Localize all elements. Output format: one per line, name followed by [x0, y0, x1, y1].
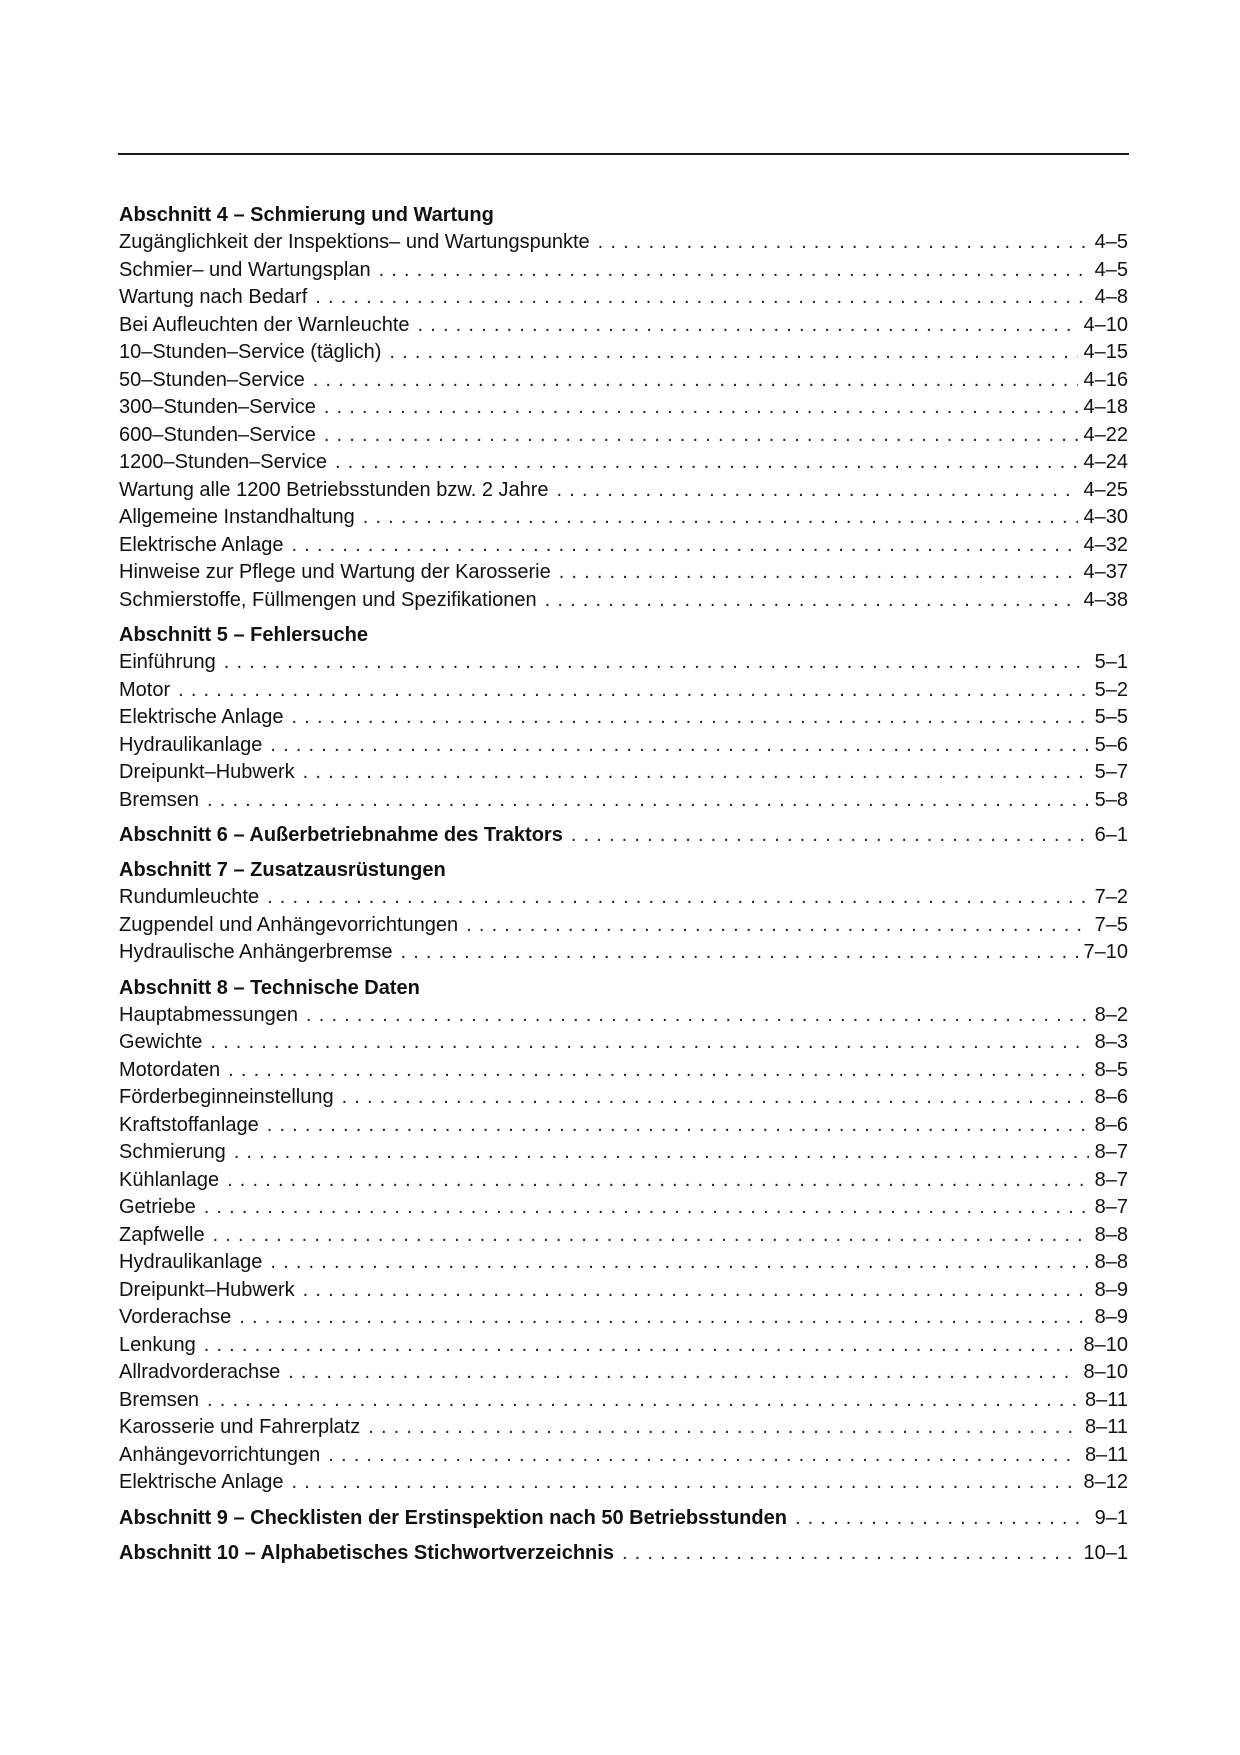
- dot-leader: [313, 367, 1078, 395]
- section-heading: Abschnitt 8 – Technische Daten: [119, 976, 420, 999]
- entry-page-number: 8–10: [1083, 1333, 1128, 1356]
- entry-page-number: 8–11: [1084, 1416, 1128, 1438]
- toc-entry[interactable]: [119, 649, 1128, 677]
- entry-page-number: 5–2: [1094, 678, 1128, 701]
- dot-leader: [328, 1442, 1079, 1470]
- entry-title: Schmierstoffe, Füllmengen und Spezifikationen: [119, 588, 537, 611]
- entry-title: Abschnitt 9 – Checklisten der Erstinspektion nach 50 Betriebsstunden: [119, 1506, 787, 1529]
- toc-section: [119, 1539, 1128, 1567]
- entry-page-number: 8–12: [1083, 1471, 1128, 1493]
- header-rule: [118, 153, 1129, 155]
- entry-page-number: 10–1: [1083, 1541, 1128, 1564]
- toc-section-entry[interactable]: [119, 821, 1128, 849]
- toc-entry[interactable]: [119, 394, 1128, 422]
- toc-entry[interactable]: [119, 1139, 1128, 1167]
- toc-entry[interactable]: [119, 1057, 1128, 1085]
- entry-page-number: 4–15: [1083, 341, 1128, 363]
- entry-page-number: 7–10: [1083, 941, 1128, 963]
- dot-leader: [270, 732, 1088, 760]
- dot-leader: [342, 1084, 1089, 1112]
- entry-title: Gewichte: [119, 1031, 203, 1053]
- dot-leader: [267, 884, 1089, 912]
- entry-title: Wartung alle 1200 Betriebsstunden bzw. 2 Jahre: [119, 478, 549, 501]
- toc-section: [119, 974, 1128, 1497]
- dot-leader: [571, 821, 1089, 849]
- entry-page-number: 8–11: [1084, 1443, 1128, 1466]
- toc-section: [119, 1504, 1128, 1532]
- dot-leader: [795, 1504, 1089, 1532]
- entry-title: Motordaten: [119, 1058, 221, 1081]
- entry-page-number: 4–22: [1083, 423, 1128, 446]
- table-of-contents: [119, 201, 1128, 1574]
- entry-title: 1200–Stunden–Service: [119, 451, 327, 473]
- entry-page-number: 6–1: [1094, 824, 1128, 846]
- toc-entry[interactable]: [119, 229, 1128, 257]
- entry-page-number: 4–25: [1083, 478, 1128, 501]
- dot-leader: [234, 1139, 1089, 1167]
- toc-entry[interactable]: [119, 1112, 1128, 1140]
- dot-leader: [210, 1029, 1088, 1057]
- entry-title: Wartung nach Bedarf: [119, 286, 308, 308]
- toc-entry[interactable]: [119, 1442, 1128, 1470]
- dot-leader: [228, 1057, 1088, 1085]
- toc-section: [119, 821, 1128, 849]
- entry-page-number: 4–37: [1083, 561, 1128, 583]
- toc-entry[interactable]: [119, 1222, 1128, 1250]
- entry-page-number: 8–8: [1094, 1251, 1128, 1273]
- entry-title: Dreipunkt–Hubwerk: [119, 761, 295, 783]
- entry-page-number: 8–8: [1094, 1223, 1128, 1246]
- dot-leader: [335, 449, 1078, 477]
- entry-title: Elektrische Anlage: [119, 1471, 284, 1493]
- dot-leader: [239, 1304, 1088, 1332]
- toc-entry[interactable]: [119, 449, 1128, 477]
- toc-entry[interactable]: [119, 1167, 1128, 1195]
- toc-entry[interactable]: [119, 1469, 1128, 1497]
- toc-entry[interactable]: [119, 759, 1128, 787]
- entry-title: Motor: [119, 678, 171, 701]
- entry-page-number: 4–38: [1083, 588, 1128, 611]
- dot-leader: [622, 1539, 1078, 1567]
- entry-title: Elektrische Anlage: [119, 706, 284, 728]
- dot-leader: [204, 1332, 1078, 1360]
- toc-entry[interactable]: [119, 559, 1128, 587]
- entry-page-number: 4–18: [1083, 396, 1128, 418]
- entry-page-number: 4–5: [1094, 231, 1128, 253]
- toc-entry[interactable]: [119, 939, 1128, 967]
- dot-leader: [292, 532, 1078, 560]
- entry-title: Allradvorderachse: [119, 1361, 281, 1383]
- entry-title: Abschnitt 10 – Alphabetisches Stichwortverzeichnis: [119, 1541, 614, 1564]
- entry-title: Rundumleuchte: [119, 886, 260, 908]
- entry-title: Getriebe: [119, 1196, 196, 1218]
- dot-leader: [178, 677, 1089, 705]
- entry-page-number: 4–10: [1083, 313, 1128, 336]
- dot-leader: [292, 704, 1089, 732]
- entry-title: Bremsen: [119, 788, 200, 811]
- toc-entry[interactable]: [119, 732, 1128, 760]
- dot-leader: [379, 257, 1089, 285]
- entry-page-number: 4–5: [1094, 258, 1128, 281]
- dot-leader: [368, 1414, 1079, 1442]
- entry-page-number: 4–8: [1094, 286, 1128, 308]
- toc-entry[interactable]: [119, 339, 1128, 367]
- toc-entry[interactable]: [119, 884, 1128, 912]
- entry-title: Kühlanlage: [119, 1168, 220, 1191]
- toc-entry[interactable]: [119, 1359, 1128, 1387]
- entry-title: Lenkung: [119, 1333, 196, 1356]
- toc-section: [119, 201, 1128, 614]
- toc-entry[interactable]: [119, 367, 1128, 395]
- entry-page-number: 5–8: [1094, 788, 1128, 811]
- toc-section-entry[interactable]: [119, 1539, 1128, 1567]
- dot-leader: [401, 939, 1078, 967]
- toc-section: [119, 621, 1128, 814]
- toc-entry[interactable]: [119, 1414, 1128, 1442]
- section-heading: Abschnitt 5 – Fehlersuche: [119, 624, 368, 646]
- entry-title: Anhängevorrichtungen: [119, 1443, 321, 1466]
- entry-page-number: 4–16: [1083, 368, 1128, 391]
- entry-title: Vorderachse: [119, 1306, 232, 1328]
- entry-page-number: 8–7: [1094, 1196, 1128, 1218]
- entry-page-number: 8–6: [1094, 1113, 1128, 1136]
- entry-page-number: 4–30: [1083, 506, 1128, 528]
- toc-entry[interactable]: [119, 1084, 1128, 1112]
- entry-title: Förderbeginneinstellung: [119, 1086, 334, 1108]
- entry-title: Bremsen: [119, 1388, 200, 1411]
- entry-title: Zugänglichkeit der Inspektions– und Wartungspunkte: [119, 231, 590, 253]
- entry-title: Bei Aufleuchten der Warnleuchte: [119, 313, 410, 336]
- toc-entry[interactable]: [119, 1029, 1128, 1057]
- entry-title: Elektrische Anlage: [119, 533, 284, 556]
- entry-title: Schmierung: [119, 1141, 226, 1163]
- entry-title: 300–Stunden–Service: [119, 396, 316, 418]
- toc-entry[interactable]: [119, 912, 1128, 940]
- dot-leader: [418, 312, 1078, 340]
- dot-leader: [303, 759, 1089, 787]
- section-heading: Abschnitt 4 – Schmierung und Wartung: [119, 204, 494, 226]
- toc-entry[interactable]: [119, 1002, 1128, 1030]
- dot-leader: [545, 587, 1078, 615]
- entry-page-number: 8–7: [1094, 1168, 1128, 1191]
- toc-entry[interactable]: [119, 704, 1128, 732]
- entry-title: Schmier– und Wartungsplan: [119, 258, 371, 281]
- entry-page-number: 4–24: [1083, 451, 1128, 473]
- toc-entry[interactable]: [119, 504, 1128, 532]
- dot-leader: [292, 1469, 1078, 1497]
- entry-page-number: 8–5: [1094, 1058, 1128, 1081]
- toc-entry[interactable]: [119, 1277, 1128, 1305]
- dot-leader: [207, 787, 1089, 815]
- dot-leader: [306, 1002, 1089, 1030]
- entry-title: Kraftstoffanlage: [119, 1113, 259, 1136]
- entry-page-number: 8–7: [1094, 1141, 1128, 1163]
- entry-page-number: 8–11: [1084, 1388, 1128, 1411]
- entry-title: Karosserie und Fahrerplatz: [119, 1416, 361, 1438]
- entry-page-number: 8–9: [1094, 1278, 1128, 1301]
- toc-entry[interactable]: [119, 677, 1128, 705]
- entry-title: Hinweise zur Pflege und Wartung der Karosserie: [119, 561, 551, 583]
- toc-section: [119, 856, 1128, 967]
- dot-leader: [559, 559, 1078, 587]
- toc-section-entry[interactable]: [119, 1504, 1128, 1532]
- dot-leader: [389, 339, 1077, 367]
- dot-leader: [227, 1167, 1089, 1195]
- toc-entry[interactable]: [119, 257, 1128, 285]
- dot-leader: [324, 422, 1078, 450]
- dot-leader: [598, 229, 1089, 257]
- entry-page-number: 8–10: [1083, 1361, 1128, 1383]
- entry-page-number: 5–6: [1094, 733, 1128, 756]
- entry-title: Einführung: [119, 651, 216, 673]
- dot-leader: [213, 1222, 1089, 1250]
- entry-page-number: 7–5: [1094, 913, 1128, 936]
- entry-page-number: 8–3: [1094, 1031, 1128, 1053]
- toc-entry[interactable]: [119, 787, 1128, 815]
- toc-entry[interactable]: [119, 1387, 1128, 1415]
- entry-title: Hydraulikanlage: [119, 1251, 263, 1273]
- dot-leader: [363, 504, 1078, 532]
- entry-page-number: 5–7: [1094, 761, 1128, 783]
- entry-title: Allgemeine Instandhaltung: [119, 506, 355, 528]
- dot-leader: [557, 477, 1078, 505]
- entry-title: Hydraulische Anhängerbremse: [119, 941, 393, 963]
- toc-entry[interactable]: [119, 284, 1128, 312]
- entry-title: Zugpendel und Anhängevorrichtungen: [119, 913, 459, 936]
- dot-leader: [303, 1277, 1089, 1305]
- toc-entry[interactable]: [119, 532, 1128, 560]
- entry-page-number: 5–5: [1094, 706, 1128, 728]
- entry-page-number: 8–2: [1094, 1003, 1128, 1026]
- toc-entry[interactable]: [119, 1304, 1128, 1332]
- entry-title: Abschnitt 6 – Außerbetriebnahme des Traktors: [119, 824, 563, 846]
- entry-page-number: 8–6: [1094, 1086, 1128, 1108]
- entry-title: Zapfwelle: [119, 1223, 205, 1246]
- dot-leader: [207, 1387, 1079, 1415]
- toc-entry[interactable]: [119, 1194, 1128, 1222]
- dot-leader: [315, 284, 1088, 312]
- dot-leader: [466, 912, 1088, 940]
- toc-entry[interactable]: [119, 1249, 1128, 1277]
- toc-entry[interactable]: [119, 587, 1128, 615]
- entry-page-number: 8–9: [1094, 1306, 1128, 1328]
- entry-title: 50–Stunden–Service: [119, 368, 305, 391]
- toc-entry[interactable]: [119, 422, 1128, 450]
- section-heading: Abschnitt 7 – Zusatzausrüstungen: [119, 859, 446, 881]
- dot-leader: [204, 1194, 1089, 1222]
- dot-leader: [270, 1249, 1088, 1277]
- entry-title: Hydraulikanlage: [119, 733, 263, 756]
- entry-title: Dreipunkt–Hubwerk: [119, 1278, 295, 1301]
- dot-leader: [288, 1359, 1077, 1387]
- toc-entry[interactable]: [119, 1332, 1128, 1360]
- dot-leader: [267, 1112, 1089, 1140]
- toc-entry[interactable]: [119, 312, 1128, 340]
- entry-page-number: 9–1: [1094, 1506, 1128, 1529]
- dot-leader: [224, 649, 1089, 677]
- toc-entry[interactable]: [119, 477, 1128, 505]
- dot-leader: [324, 394, 1078, 422]
- entry-title: 600–Stunden–Service: [119, 423, 316, 446]
- entry-title: Hauptabmessungen: [119, 1003, 299, 1026]
- entry-page-number: 5–1: [1094, 651, 1128, 673]
- entry-page-number: 4–32: [1083, 533, 1128, 556]
- entry-page-number: 7–2: [1094, 886, 1128, 908]
- entry-title: 10–Stunden–Service (täglich): [119, 341, 382, 363]
